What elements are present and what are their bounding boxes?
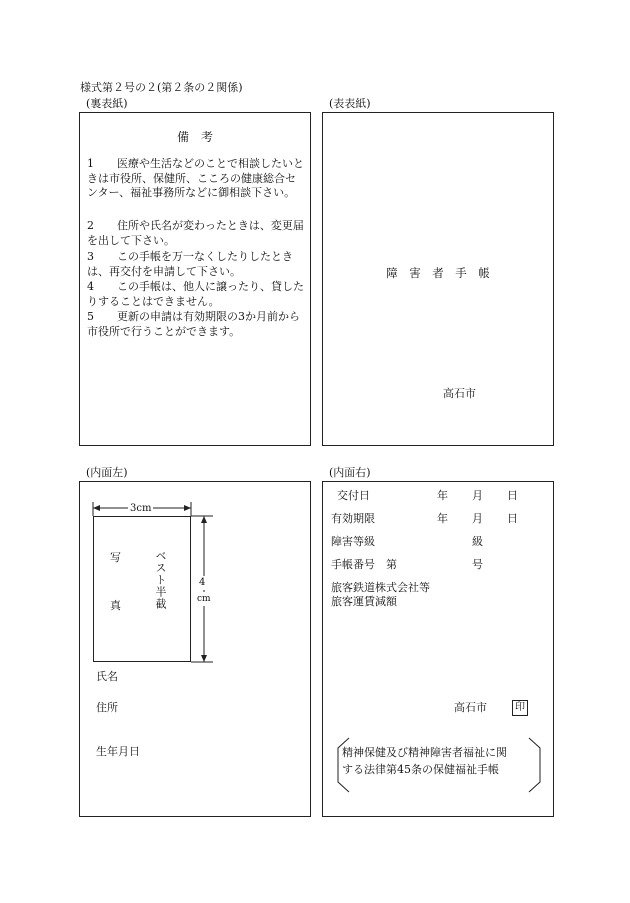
inner-left-label: (内面左) xyxy=(86,466,128,479)
height-dimension-unit: cm xyxy=(197,594,211,604)
height-dimension-number: 4 xyxy=(199,577,206,588)
notes-heading: 備 考 xyxy=(176,130,213,144)
note-item xyxy=(87,219,305,248)
note-text: この手帳は、他人に譲ったり、貸したりすることはできません。 xyxy=(87,280,304,308)
front-cover-label: (表表紙) xyxy=(329,97,371,110)
front-cover-panel xyxy=(322,112,554,446)
note-item xyxy=(87,157,305,201)
issue-year: 年 xyxy=(437,489,448,502)
valid-year: 年 xyxy=(437,512,448,525)
note-text: 更新の申請は有効期限の3か月前から市役所で行うことができます。 xyxy=(87,310,300,338)
name-field: 氏名 xyxy=(96,670,118,683)
front-issuer: 高石市 xyxy=(443,387,476,400)
number-label: 手帳番号 第 xyxy=(331,558,397,571)
photo-label-1: 写 xyxy=(110,551,121,564)
valid-until-label: 有効期限 xyxy=(331,512,375,525)
note-text: 住所や氏名が変わったときは、変更届を出して下さい。 xyxy=(87,219,304,247)
photo-size-note: ベスト半截 xyxy=(154,550,167,610)
note-item xyxy=(87,280,305,309)
inner-right-label: (内面右) xyxy=(329,466,371,479)
note-text: 医療や生活などのことで相談したいときは市役所、保健所、こころの健康総合センター、福祉事務所などに御相談下さい。 xyxy=(87,157,304,199)
photo-label-2: 真 xyxy=(110,599,121,612)
note-number: 4 xyxy=(87,280,94,293)
law-text-line-1: 精神保健及び精神障害者福祉に関 xyxy=(342,746,507,759)
issue-date-label: 交付日 xyxy=(337,489,370,502)
back-cover-panel xyxy=(79,112,311,446)
form-title: 様式第２号の２(第２条の２関係) xyxy=(80,81,243,94)
inner-left-panel xyxy=(79,481,311,817)
width-dimension: 3cm xyxy=(130,503,152,514)
issue-month: 月 xyxy=(472,489,483,502)
inner-issuer: 高石市 xyxy=(454,701,487,714)
back-cover-label: (裏表紙) xyxy=(86,97,128,110)
law-text-line-2: する法律第45条の保健福祉手帳 xyxy=(342,763,499,776)
handbook-title: 障 害 者 手 帳 xyxy=(386,266,490,280)
note-number: 5 xyxy=(87,310,94,323)
issue-day: 日 xyxy=(507,489,518,502)
dimension-lines xyxy=(80,482,312,818)
railway-line-1: 旅客鉄道株式会社等 xyxy=(331,581,430,594)
seal-box: 印 xyxy=(512,700,528,716)
note-text: この手帳を万一なくしたりしたときは、再交付を申請して下さい。 xyxy=(87,250,293,278)
number-unit: 号 xyxy=(472,558,483,571)
valid-day: 日 xyxy=(507,512,518,525)
inner-right-panel xyxy=(322,481,554,817)
note-item xyxy=(87,250,305,279)
railway-line-2: 旅客運賃減額 xyxy=(331,595,397,608)
note-number: 2 xyxy=(87,219,94,232)
birthdate-field: 生年月日 xyxy=(96,745,140,758)
grade-unit: 級 xyxy=(472,535,483,548)
note-number: 1 xyxy=(87,157,94,170)
valid-month: 月 xyxy=(472,512,483,525)
note-number: 3 xyxy=(87,250,94,263)
grade-label: 障害等級 xyxy=(331,535,375,548)
address-field: 住所 xyxy=(96,701,118,714)
note-item xyxy=(87,310,305,339)
